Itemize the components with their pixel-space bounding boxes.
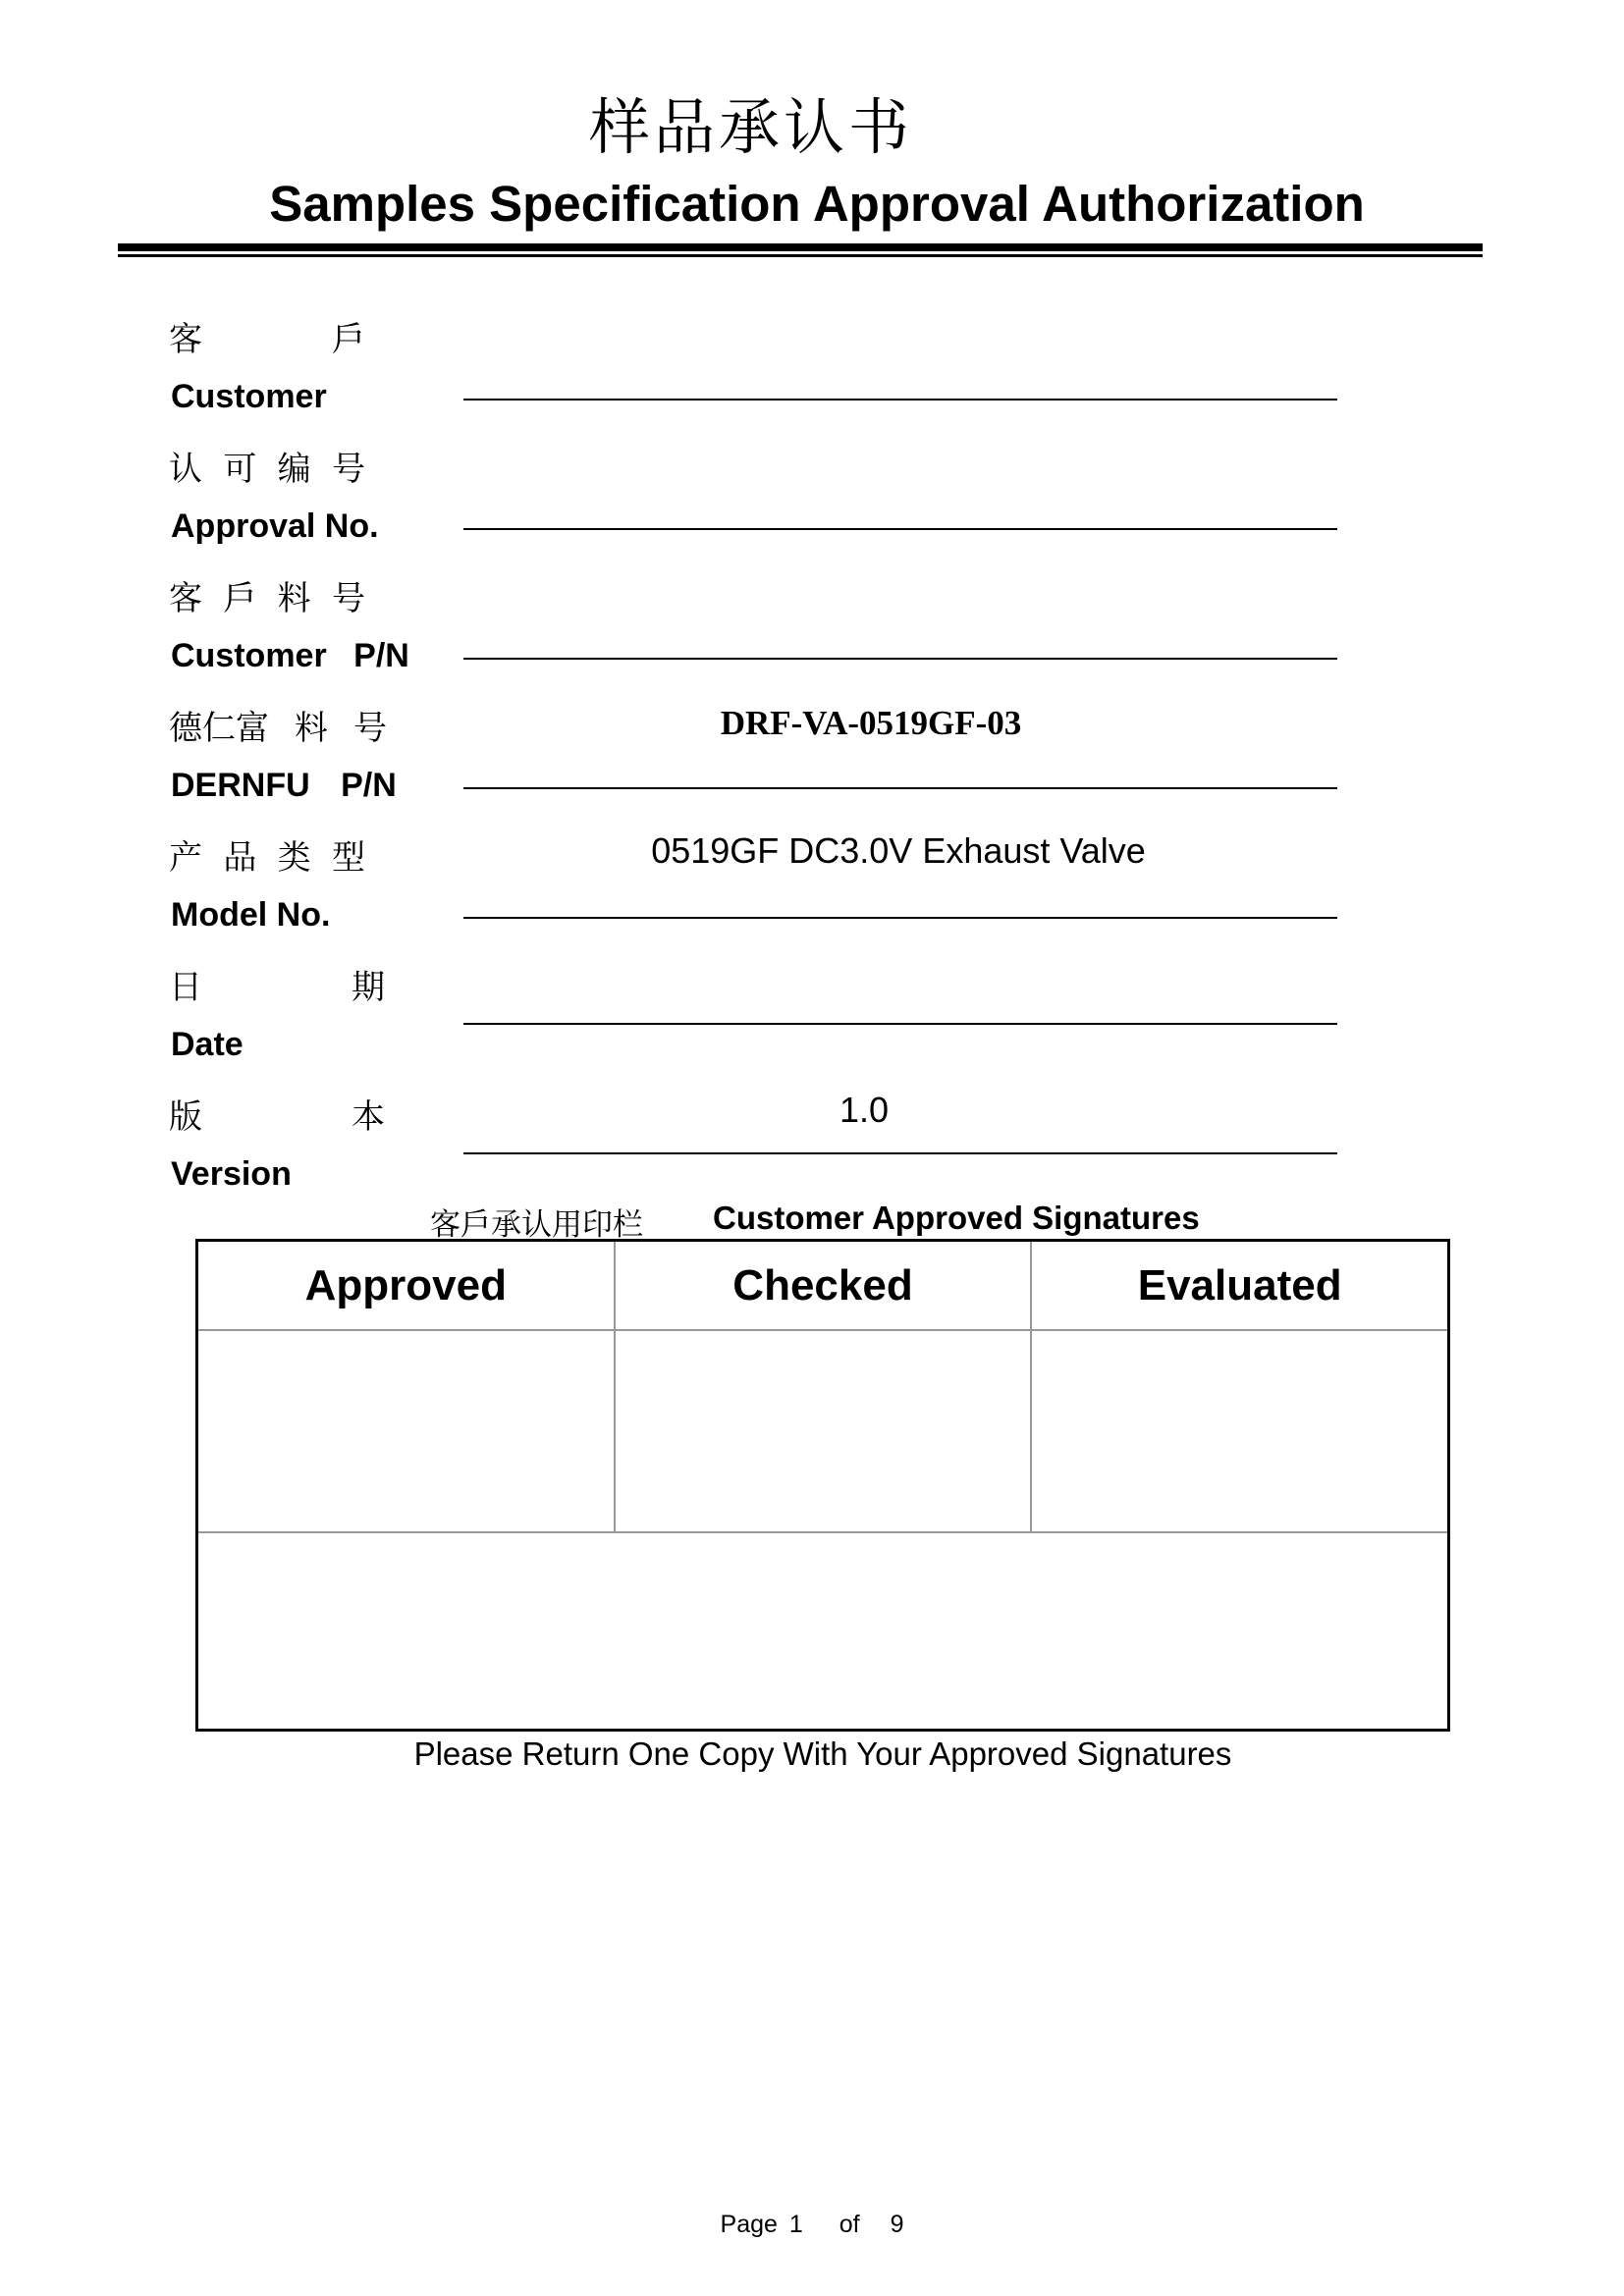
customer-pn-underline	[463, 658, 1337, 660]
approved-signature-box[interactable]	[198, 1329, 616, 1531]
version-value[interactable]: 1.0	[839, 1090, 890, 1130]
model-no-label-en: Model No.	[171, 896, 331, 934]
date-underline	[463, 1023, 1337, 1025]
evaluated-signature-box[interactable]	[1032, 1329, 1447, 1531]
version-label-en: Version	[171, 1155, 292, 1193]
model-no-value[interactable]: 0519GF DC3.0V Exhaust Valve	[651, 830, 1146, 871]
page-label: Page	[720, 2211, 778, 2238]
page-number	[0, 2211, 1624, 2239]
approval-no-underline	[463, 528, 1337, 530]
approved-header: Approved	[198, 1242, 616, 1329]
page-current: 1	[788, 2211, 803, 2238]
document-title-cn: 样品承认书	[588, 91, 913, 163]
customer-underline	[463, 399, 1337, 400]
stamp-area[interactable]	[198, 1533, 1447, 1729]
checked-signature-box[interactable]	[616, 1329, 1033, 1531]
dernfu-pn-underline	[463, 787, 1337, 789]
header-rule-thick	[118, 243, 1483, 251]
date-label-cn: 日 期	[169, 968, 385, 1007]
page-total: 9	[890, 2211, 904, 2238]
signature-caption-en: Customer Approved Signatures	[713, 1200, 1200, 1236]
customer-label-cn: 客 戶	[169, 320, 365, 359]
dernfu-pn-label-en: DERNFU P/N	[171, 767, 397, 804]
date-label-en: Date	[171, 1026, 244, 1063]
checked-header: Checked	[616, 1242, 1033, 1329]
approval-no-label-en: Approval No.	[171, 507, 379, 545]
header-rule-thin	[118, 254, 1483, 257]
signature-box-row	[198, 1329, 1447, 1533]
model-no-label-cn: 产 品 类 型	[169, 838, 365, 878]
dernfu-pn-label-cn: 德仁富 料 号	[169, 709, 387, 748]
signature-table	[195, 1239, 1450, 1732]
dernfu-pn-value[interactable]: DRF-VA-0519GF-03	[720, 704, 1022, 742]
signature-header-row	[198, 1242, 1447, 1331]
page-of: of	[839, 2211, 860, 2238]
customer-pn-label-cn: 客 戶 料 号	[169, 579, 365, 618]
model-no-underline	[463, 917, 1337, 919]
return-note: Please Return One Copy With Your Approved Signatures	[413, 1735, 1232, 1772]
evaluated-header: Evaluated	[1137, 1260, 1342, 1309]
customer-pn-label-en: Customer P/N	[171, 637, 409, 674]
signature-caption-cn: 客戶承认用印栏	[430, 1207, 643, 1243]
approval-no-label-cn: 认 可 编 号	[169, 450, 365, 489]
customer-label-en: Customer	[171, 378, 327, 415]
version-label-cn: 版 本	[169, 1097, 385, 1137]
version-underline	[463, 1152, 1337, 1154]
document-title-en: Samples Specification Approval Authorization	[269, 176, 1365, 232]
